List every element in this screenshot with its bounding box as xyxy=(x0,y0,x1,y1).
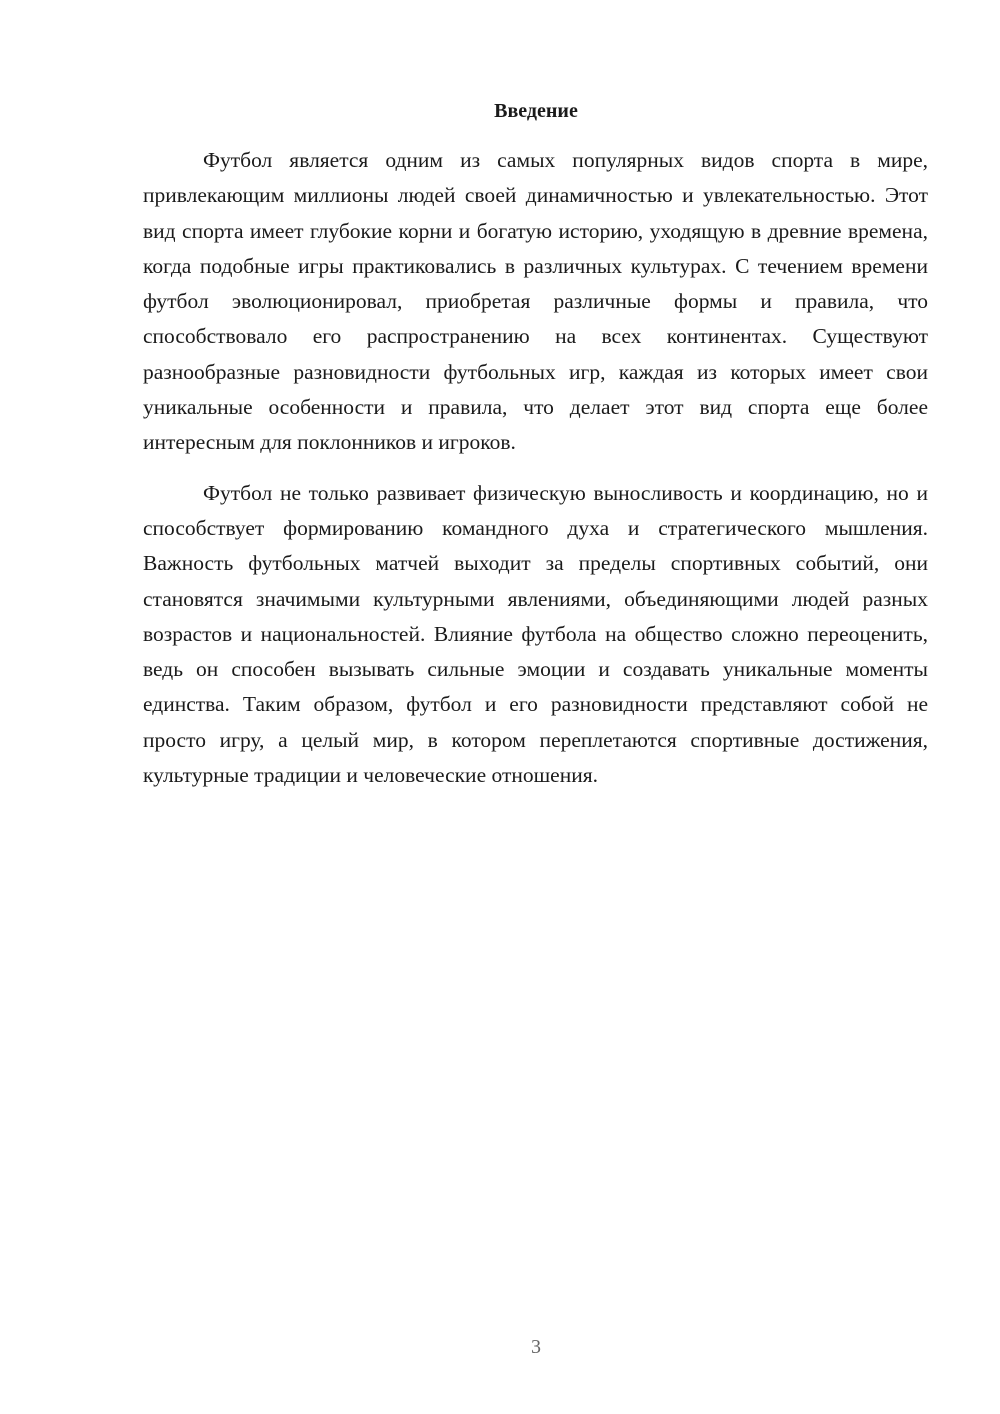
body-text xyxy=(143,143,928,808)
paragraph-2: Футбол не только развивает физическую выносливость и координацию, но и способствует формированию командного духа и стратегического мышления. Важность футбольных матчей выходит за пределы спортивных событий, они становятся значимыми культурными явлениями, объединяющими людей разных возрастов и национальностей. Влияние футбола на общество сложно переоценить, ведь он способен вызывать сильные эмоции и создавать уникальные моменты единства. Таким образом, футбол и его разновидности представляют собой не просто игру, а целый мир, в котором переплетаются спортивные достижения, культурные традиции и человеческие отношения. xyxy=(143,480,928,788)
page-number: 3 xyxy=(531,1336,541,1358)
paragraph-1: Футбол является одним из самых популярных видов спорта в мире, привлекающим миллионы людей своей динамичностью и увлекательностью. Этот вид спорта имеет глубокие корни и богатую историю, уходящую в древние времена, когда подобные игры практиковались в различных культурах. С течением времени футбол эволюционировал, приобретая различные формы и правила, что способствовало его распространению на всех континентах. Существуют разнообразные разновидности футбольных игр, каждая из которых имеет свои уникальные особенности и правила, что делает этот вид спорта еще более интересным для поклонников и игроков. xyxy=(143,148,928,455)
section-heading: Введение xyxy=(494,100,578,122)
